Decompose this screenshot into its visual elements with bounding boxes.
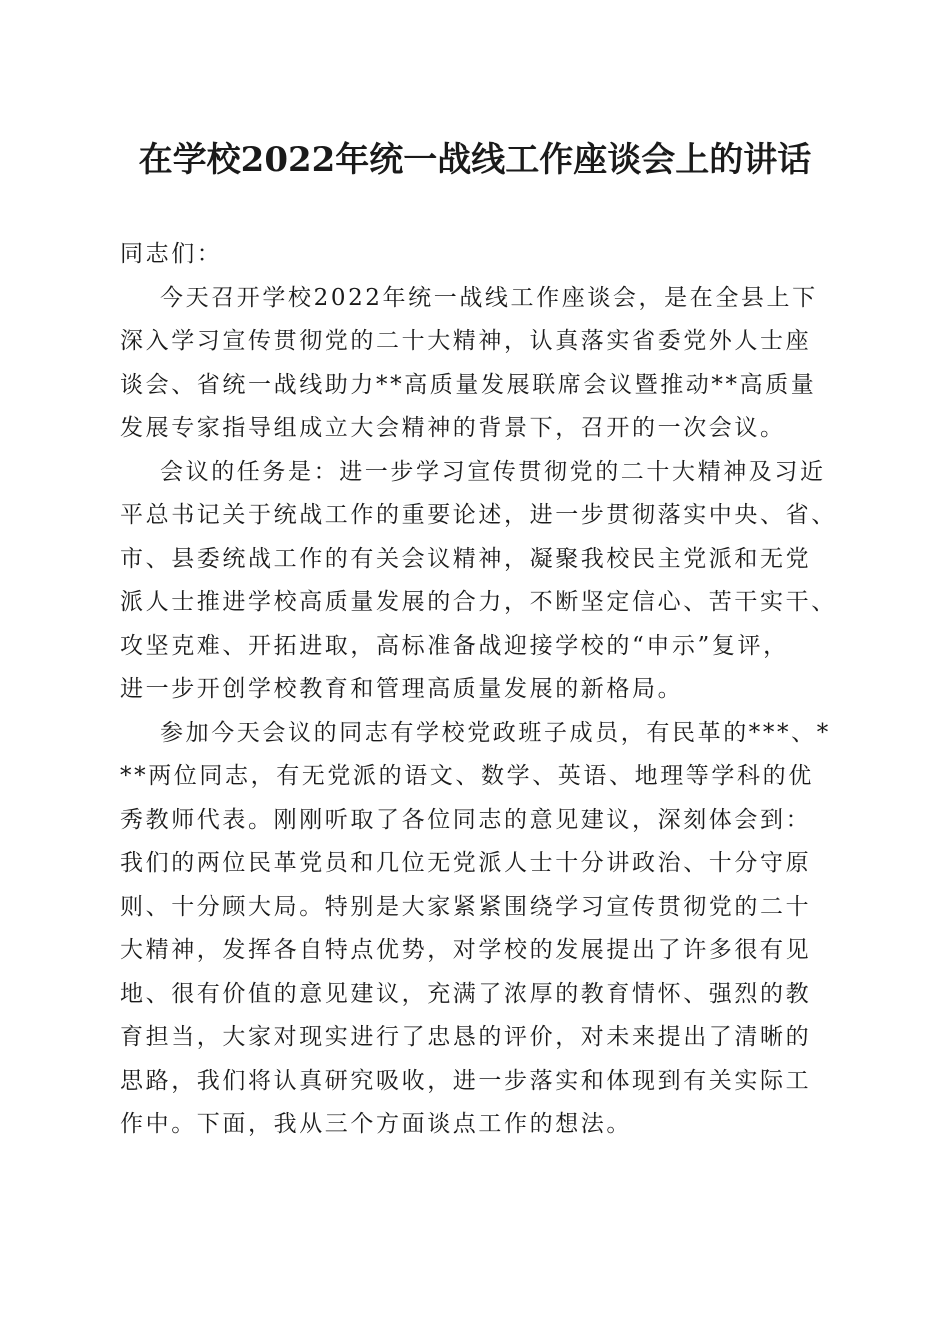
- paragraph-3-line-6: 大精神，发挥各自特点优势，对学校的发展提出了许多很有见: [120, 937, 812, 963]
- paragraph-3-line-10: 作中。下面，我从三个方面谈点工作的想法。: [120, 1111, 632, 1137]
- paragraph-3-line-5: 则、十分顾大局。特别是大家紧紧围绕学习宣传贯彻党的二十: [120, 893, 812, 920]
- paragraph-2-line-6: 进一步开创学校教育和管理高质量发展的新格局。: [120, 676, 684, 702]
- paragraph-1-line-1: 今天召开学校2022年统一战线工作座谈会，是在全县上下: [160, 284, 818, 311]
- paragraph-2-line-4: 派人士推进学校高质量发展的合力，不断坚定信心、苦干实干、: [120, 589, 837, 615]
- paragraph-2-line-2: 平总书记关于统战工作的重要论述，进一步贯彻落实中央、省、: [120, 502, 837, 528]
- paragraph-3-line-7: 地、很有价值的意见建议，充满了浓厚的教育情怀、强烈的教: [120, 980, 812, 1007]
- paragraph-3-line-1: 参加今天会议的同志有学校党政班子成员，有民革的***、*: [160, 719, 831, 746]
- paragraph-3-line-9: 思路，我们将认真研究吸收，进一步落实和体现到有关实际工: [120, 1067, 812, 1094]
- paragraph-3-line-2: **两位同志，有无党派的语文、数学、英语、地理等学科的优: [120, 763, 814, 789]
- paragraph-2-line-1: 会议的任务是：进一步学习宣传贯彻党的二十大精神及习近: [160, 458, 826, 485]
- paragraph-3-line-4: 我们的两位民革党员和几位无党派人士十分讲政治、十分守原: [120, 850, 812, 876]
- paragraph-3-line-8: 育担当，大家对现实进行了忠恳的评价，对未来提出了清晰的: [120, 1024, 812, 1050]
- salutation: 同志们：: [120, 241, 223, 267]
- document-body: [120, 233, 837, 1147]
- paragraph-1-line-2: 深入学习宣传贯彻党的二十大精神，认真落实省委党外人士座: [120, 328, 812, 354]
- paragraph-1-line-4: 发展专家指导组成立大会精神的背景下，召开的一次会议。: [120, 415, 786, 441]
- paragraph-2-line-5: 攻坚克难、开拓进取，高标准备战迎接学校的“申示”复评，: [120, 632, 789, 659]
- paragraph-3-line-3: 秀教师代表。刚刚听取了各位同志的意见建议，深刻体会到：: [120, 806, 812, 833]
- paragraph-1-line-3: 谈会、省统一战线助力**高质量发展联席会议暨推动**高质量: [120, 371, 817, 398]
- document-title: 在学校2022年统一战线工作座谈会上的讲话: [138, 140, 812, 180]
- paragraph-2-line-3: 市、县委统战工作的有关会议精神，凝聚我校民主党派和无党: [120, 545, 812, 572]
